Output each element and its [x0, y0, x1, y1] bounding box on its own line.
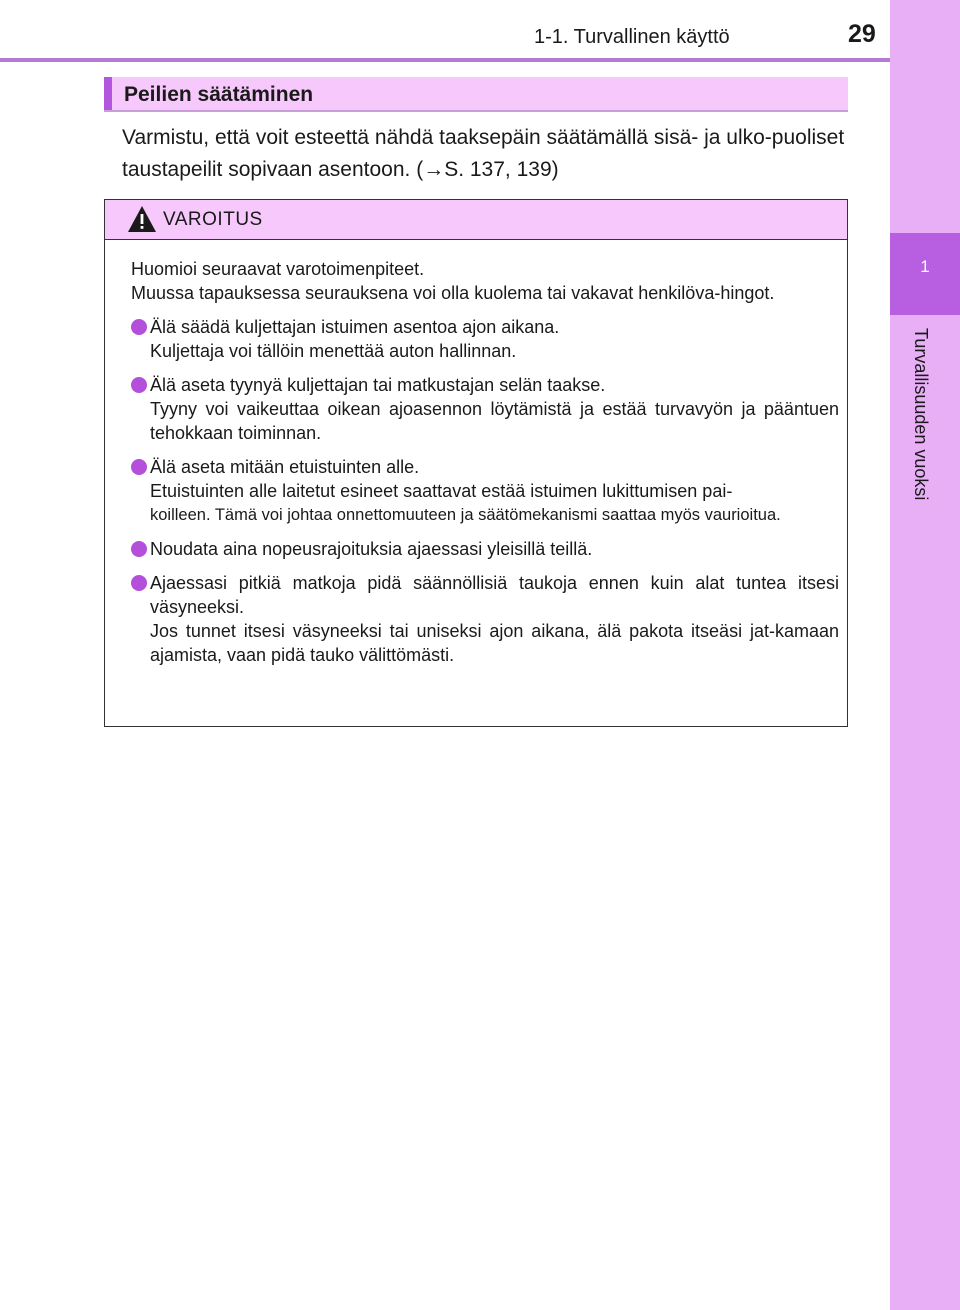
page-number: 29 — [848, 20, 876, 48]
warning-item-text-continued: koilleen. Tämä voi johtaa onnettomuuteen ja säätömekanismi saattaa myös vaurioitua. — [150, 506, 781, 524]
section-title: Peilien säätäminen — [124, 83, 314, 106]
section-title-bar — [104, 77, 848, 112]
warning-item-heading: Ajaessasi pitkiä matkoja pidä säännöllisiä taukoja ennen kuin alat tuntea itsesi väsyneeksi. — [150, 573, 839, 617]
warning-box — [104, 199, 848, 727]
warning-item-heading: Noudata aina nopeusrajoituksia ajaessasi yleisillä teillä. — [150, 539, 593, 559]
warning-item — [131, 537, 839, 561]
bullet-icon — [131, 459, 147, 475]
chapter-tab — [890, 233, 960, 315]
warning-item-heading: Älä aseta mitään etuistuinten alle. — [150, 457, 420, 477]
bullet-icon — [131, 319, 147, 335]
header-rule — [0, 58, 890, 62]
warning-intro-2: Muussa tapauksessa seurauksena voi olla kuolema tai vakavat henkilöva-hingot. — [131, 283, 775, 303]
warning-item — [131, 373, 839, 445]
warning-item-text: Jos tunnet itsesi väsyneeksi tai uniseksi ajon aikana, älä pakota itseäsi jat-kamaan ajamista, vaan pidä tauko välittömästi. — [150, 621, 839, 665]
section-intro: Varmistu, että voit esteettä nähdä taaksepäin säätämällä sisä- ja ulko-puoliset taustapeilit sopivaan asentoon. (→S. 137, 139) — [122, 126, 845, 181]
warning-item-heading: Älä säädä kuljettajan istuimen asentoa ajon aikana. — [150, 317, 560, 337]
warning-item-text: Etuistuinten alle laitetut esineet saattavat estää istuimen lukittumisen pai- — [150, 481, 733, 501]
title-accent — [104, 77, 112, 110]
warning-intro-1: Huomioi seuraavat varotoimenpiteet. — [131, 259, 425, 279]
warning-item-text: Kuljettaja voi tällöin menettää auton hallinnan. — [150, 341, 517, 361]
warning-item — [131, 571, 839, 667]
chapter-number: 1 — [920, 257, 930, 276]
bullet-icon — [131, 541, 147, 557]
warning-body — [131, 257, 839, 667]
side-band — [890, 0, 960, 1310]
warning-item — [131, 455, 839, 527]
bullet-icon — [131, 377, 147, 393]
running-header: 1-1. Turvallinen käyttö — [534, 26, 730, 48]
chapter-label: Turvallisuuden vuoksi — [911, 328, 931, 501]
warning-item — [131, 315, 839, 363]
bullet-icon — [131, 575, 147, 591]
warning-triangle-icon — [127, 205, 157, 233]
warning-title: VAROITUS — [163, 209, 263, 230]
warning-item-text: Tyyny voi vaikeuttaa oikean ajoasennon löytämistä ja estää turvavyön ja pääntuen tehokkaan toiminnan. — [150, 399, 839, 443]
warning-item-heading: Älä aseta tyynyä kuljettajan tai matkustajan selän taakse. — [150, 375, 606, 395]
warning-header — [105, 200, 847, 240]
